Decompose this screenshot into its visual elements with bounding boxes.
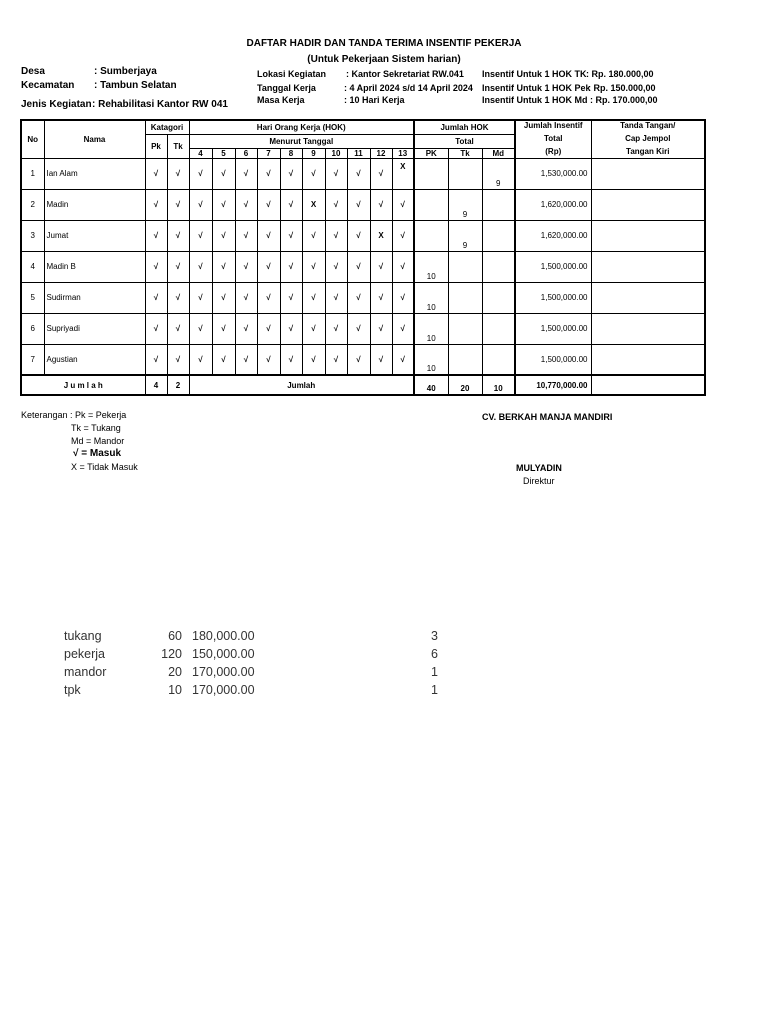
header-menurut-tanggal: Menurut Tanggal — [189, 134, 414, 148]
row-total-tk: 9 — [448, 189, 482, 220]
day-mark: √ — [280, 282, 302, 313]
day-mark: √ — [392, 282, 414, 313]
header-nama: Nama — [44, 120, 145, 158]
day-mark: √ — [280, 189, 302, 220]
day-mark: √ — [257, 189, 280, 220]
header-total-tk: Tk — [448, 148, 482, 158]
row-total-pk: 10 — [414, 251, 448, 282]
table-row — [21, 344, 705, 375]
header-insentif-line3: (Rp) — [545, 147, 562, 156]
day-mark: √ — [392, 313, 414, 344]
row-no: 1 — [21, 158, 44, 189]
day-mark: √ — [212, 189, 235, 220]
row-total-tk — [448, 158, 482, 189]
footer-tk-count: 2 — [167, 375, 189, 395]
day-mark: √ — [325, 313, 347, 344]
header-jumlah-hok: Jumlah HOK — [414, 120, 515, 134]
legend-masuk: √ = Masuk — [73, 448, 122, 459]
insentif-pek-label: Insentif Untuk 1 HOK Pek — [482, 83, 591, 93]
row-no: 2 — [21, 189, 44, 220]
day-mark: √ — [325, 251, 347, 282]
row-insentif-total: 1,500,000.00 — [515, 251, 591, 282]
day-mark: √ — [347, 282, 370, 313]
day-mark: √ — [325, 158, 347, 189]
day-mark: √ — [370, 251, 392, 282]
row-total-pk — [414, 189, 448, 220]
row-total-tk — [448, 313, 482, 344]
day-mark: X — [370, 220, 392, 251]
kecamatan-label: Kecamatan — [21, 80, 75, 91]
footer-jumlah: Jumlah — [189, 375, 414, 395]
day-mark: √ — [235, 158, 257, 189]
day-mark: √ — [302, 251, 325, 282]
summary-qty: 60 — [168, 629, 182, 643]
summary-label: mandor — [64, 665, 107, 679]
row-pk-mark: √ — [145, 251, 167, 282]
row-tk-mark: √ — [167, 344, 189, 375]
header-ttd-line1: Tanda Tangan/ — [620, 121, 676, 130]
row-signature-cell — [591, 158, 705, 189]
masa-label: Masa Kerja — [257, 95, 305, 105]
header-no: No — [21, 120, 44, 158]
row-total-pk — [414, 220, 448, 251]
day-mark: √ — [280, 220, 302, 251]
row-total-tk — [448, 251, 482, 282]
table-row — [21, 282, 705, 313]
row-pk-mark: √ — [145, 344, 167, 375]
row-no: 3 — [21, 220, 44, 251]
day-mark: √ — [189, 313, 212, 344]
header-date: 10 — [325, 148, 347, 158]
lokasi-value: : Kantor Sekretariat RW.041 — [346, 69, 464, 79]
insentif-tk-label: Insentif Untuk 1 HOK TK — [482, 69, 587, 79]
row-signature-cell — [591, 344, 705, 375]
row-total-md — [482, 282, 515, 313]
footer-jumlah-label: J u m l a h — [21, 375, 145, 395]
row-tk-mark: √ — [167, 251, 189, 282]
header-date: 13 — [392, 148, 414, 158]
legend-intro: Keterangan : Pk = Pekerja — [21, 410, 127, 420]
day-mark: √ — [235, 344, 257, 375]
desa-label: Desa — [21, 66, 45, 77]
summary-label: tukang — [64, 629, 102, 643]
header-total-pk: PK — [414, 148, 448, 158]
row-insentif-total: 1,530,000.00 — [515, 158, 591, 189]
footer-ttd-cell — [591, 375, 705, 395]
day-mark: √ — [392, 220, 414, 251]
day-mark: √ — [257, 344, 280, 375]
legend-md: Md = Mandor — [71, 436, 125, 446]
jenis-kegiatan-value: : Rehabilitasi Kantor RW 041 — [92, 99, 228, 110]
header-date: 6 — [235, 148, 257, 158]
row-pk-mark: √ — [145, 220, 167, 251]
row-total-pk — [414, 158, 448, 189]
day-mark: √ — [347, 158, 370, 189]
table-row — [21, 189, 705, 220]
header-date: 7 — [257, 148, 280, 158]
summary-count: 6 — [431, 647, 438, 661]
row-tk-mark: √ — [167, 313, 189, 344]
desa-value: : Sumberjaya — [94, 66, 157, 77]
insentif-pek-value: : Rp. 150.000,00 — [588, 83, 656, 93]
tanggal-value: : 4 April 2024 s/d 14 April 2024 — [344, 83, 473, 93]
header-tk: Tk — [167, 134, 189, 158]
day-mark: √ — [347, 220, 370, 251]
row-insentif-total: 1,620,000.00 — [515, 189, 591, 220]
day-mark: √ — [302, 313, 325, 344]
row-no: 7 — [21, 344, 44, 375]
row-total-md — [482, 313, 515, 344]
day-mark: √ — [235, 251, 257, 282]
day-mark: √ — [257, 313, 280, 344]
summary-label: tpk — [64, 683, 81, 697]
summary-count: 1 — [431, 683, 438, 697]
header-date: 5 — [212, 148, 235, 158]
header-date: 12 — [370, 148, 392, 158]
day-mark: √ — [212, 313, 235, 344]
day-mark: √ — [302, 220, 325, 251]
row-no: 6 — [21, 313, 44, 344]
table-row — [21, 158, 705, 189]
day-mark: √ — [302, 344, 325, 375]
header-date: 11 — [347, 148, 370, 158]
header-ttd — [591, 120, 705, 158]
day-mark: √ — [325, 282, 347, 313]
summary-qty: 10 — [168, 683, 182, 697]
header-katagori: Katagori — [145, 120, 189, 134]
header-date: 9 — [302, 148, 325, 158]
row-tk-mark: √ — [167, 158, 189, 189]
row-pk-mark: √ — [145, 189, 167, 220]
row-nama: Sudirman — [44, 282, 145, 313]
document-subtitle: (Untuk Pekerjaan Sistem harian) — [307, 54, 461, 65]
table-row — [21, 220, 705, 251]
day-mark: √ — [212, 344, 235, 375]
day-mark: X — [392, 158, 414, 189]
row-signature-cell — [591, 251, 705, 282]
footer-total-pk: 40 — [414, 375, 448, 395]
row-total-pk: 10 — [414, 344, 448, 375]
day-mark: √ — [392, 251, 414, 282]
day-mark: √ — [212, 282, 235, 313]
day-mark: √ — [235, 189, 257, 220]
row-no: 5 — [21, 282, 44, 313]
row-insentif-total: 1,500,000.00 — [515, 344, 591, 375]
row-pk-mark: √ — [145, 158, 167, 189]
row-insentif-total: 1,620,000.00 — [515, 220, 591, 251]
row-pk-mark: √ — [145, 313, 167, 344]
header-date: 8 — [280, 148, 302, 158]
day-mark: √ — [189, 344, 212, 375]
tanggal-label: Tanggal Kerja — [257, 83, 316, 93]
summary-count: 3 — [431, 629, 438, 643]
day-mark: √ — [370, 158, 392, 189]
masa-value: : 10 Hari Kerja — [344, 95, 405, 105]
row-tk-mark: √ — [167, 189, 189, 220]
row-signature-cell — [591, 282, 705, 313]
row-total-tk — [448, 282, 482, 313]
row-total-tk — [448, 344, 482, 375]
summary-label: pekerja — [64, 647, 105, 661]
header-insentif-line2: Total — [543, 134, 563, 143]
day-mark: √ — [235, 220, 257, 251]
row-signature-cell — [591, 220, 705, 251]
day-mark: X — [302, 189, 325, 220]
attendance-table — [20, 119, 706, 396]
legend-tk: Tk = Tukang — [71, 423, 121, 433]
jenis-kegiatan-label: Jenis Kegiatan — [21, 99, 92, 110]
header-total-md: Md — [482, 148, 515, 158]
header-total: Total — [414, 134, 515, 148]
header-hok: Hari Orang Kerja (HOK) — [189, 120, 414, 134]
insentif-md-value: : Rp. 170.000,00 — [590, 95, 658, 105]
day-mark: √ — [257, 251, 280, 282]
row-tk-mark: √ — [167, 282, 189, 313]
day-mark: √ — [257, 158, 280, 189]
kecamatan-value: : Tambun Selatan — [94, 80, 177, 91]
footer-total-md: 10 — [482, 375, 515, 395]
row-nama: Madin B — [44, 251, 145, 282]
row-total-tk: 9 — [448, 220, 482, 251]
row-total-md — [482, 189, 515, 220]
row-tk-mark: √ — [167, 220, 189, 251]
day-mark: √ — [280, 251, 302, 282]
summary-rate: 170,000.00 — [192, 683, 255, 697]
row-nama: Jumat — [44, 220, 145, 251]
day-mark: √ — [189, 158, 212, 189]
row-total-md — [482, 220, 515, 251]
day-mark: √ — [189, 251, 212, 282]
table-row — [21, 313, 705, 344]
summary-count: 1 — [431, 665, 438, 679]
header-date: 4 — [189, 148, 212, 158]
day-mark: √ — [347, 189, 370, 220]
day-mark: √ — [257, 282, 280, 313]
day-mark: √ — [392, 344, 414, 375]
row-no: 4 — [21, 251, 44, 282]
row-insentif-total: 1,500,000.00 — [515, 282, 591, 313]
row-nama: Madin — [44, 189, 145, 220]
row-insentif-total: 1,500,000.00 — [515, 313, 591, 344]
day-mark: √ — [370, 344, 392, 375]
day-mark: √ — [370, 189, 392, 220]
day-mark: √ — [257, 220, 280, 251]
footer-pk-count: 4 — [145, 375, 167, 395]
header-insentif-line1: Jumlah Insentif — [523, 121, 583, 130]
day-mark: √ — [280, 158, 302, 189]
summary-qty: 120 — [161, 647, 182, 661]
row-total-md — [482, 251, 515, 282]
day-mark: √ — [347, 344, 370, 375]
day-mark: √ — [302, 282, 325, 313]
document-title: DAFTAR HADIR DAN TANDA TERIMA INSENTIF PEKERJA — [246, 38, 522, 49]
row-total-pk: 10 — [414, 282, 448, 313]
header-pk: Pk — [145, 134, 167, 158]
day-mark: √ — [280, 313, 302, 344]
day-mark: √ — [189, 220, 212, 251]
insentif-tk-value: : Rp. 180.000,00 — [586, 69, 654, 79]
signatory-role: Direktur — [523, 476, 555, 486]
footer-grand-total: 10,770,000.00 — [515, 375, 591, 395]
day-mark: √ — [325, 344, 347, 375]
row-nama: Ian Alam — [44, 158, 145, 189]
row-nama: Supriyadi — [44, 313, 145, 344]
day-mark: √ — [212, 220, 235, 251]
summary-qty: 20 — [168, 665, 182, 679]
header-ttd-line3: Tangan Kiri — [626, 147, 670, 156]
day-mark: √ — [212, 158, 235, 189]
lokasi-label: Lokasi Kegiatan — [257, 69, 327, 79]
day-mark: √ — [325, 189, 347, 220]
company-name: CV. BERKAH MANJA MANDIRI — [482, 412, 613, 422]
day-mark: √ — [370, 282, 392, 313]
day-mark: √ — [302, 158, 325, 189]
day-mark: √ — [189, 282, 212, 313]
table-row — [21, 251, 705, 282]
row-total-md: 9 — [482, 158, 515, 189]
footer-total-tk: 20 — [448, 375, 482, 395]
row-total-pk: 10 — [414, 313, 448, 344]
day-mark: √ — [212, 251, 235, 282]
row-total-md — [482, 344, 515, 375]
signatory-name: MULYADIN — [516, 463, 562, 473]
insentif-md-label: Insentif Untuk 1 HOK Md — [482, 95, 588, 105]
day-mark: √ — [325, 220, 347, 251]
day-mark: √ — [280, 344, 302, 375]
row-signature-cell — [591, 313, 705, 344]
header-ttd-line2: Cap Jempol — [625, 134, 671, 143]
day-mark: √ — [347, 313, 370, 344]
header-insentif — [515, 120, 591, 158]
summary-rate: 150,000.00 — [192, 647, 255, 661]
day-mark: √ — [392, 189, 414, 220]
row-nama: Agustian — [44, 344, 145, 375]
summary-rate: 170,000.00 — [192, 665, 255, 679]
row-signature-cell — [591, 189, 705, 220]
day-mark: √ — [235, 282, 257, 313]
legend-tidak-masuk: X = Tidak Masuk — [71, 462, 138, 472]
day-mark: √ — [370, 313, 392, 344]
row-pk-mark: √ — [145, 282, 167, 313]
day-mark: √ — [235, 313, 257, 344]
summary-rate: 180,000.00 — [192, 629, 255, 643]
day-mark: √ — [347, 251, 370, 282]
day-mark: √ — [189, 189, 212, 220]
